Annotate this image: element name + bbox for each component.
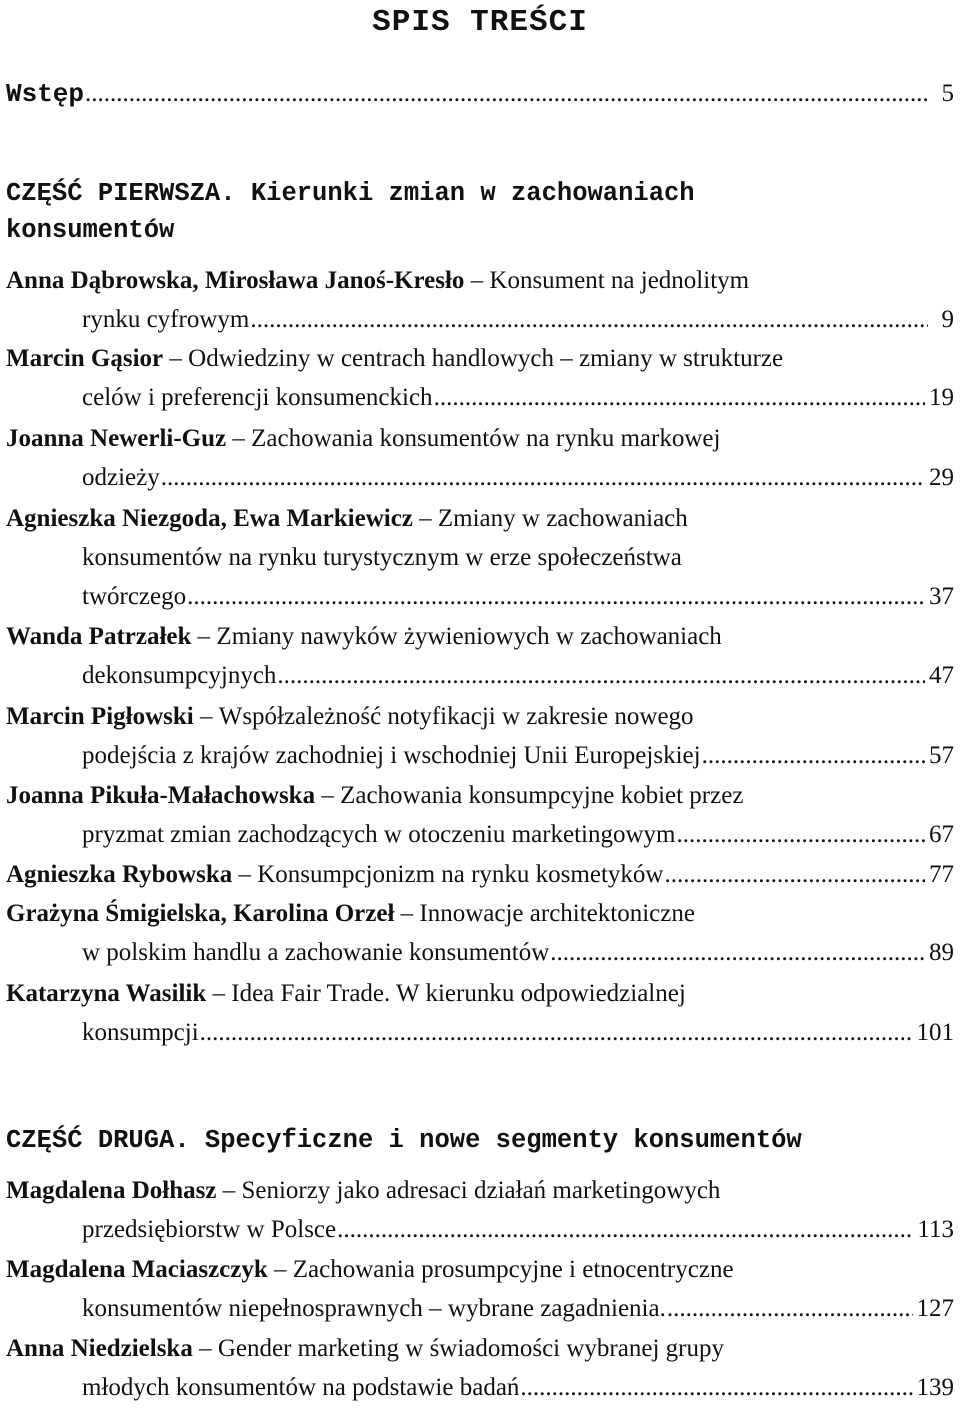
page-number: 9	[941, 306, 954, 333]
toc-entry[interactable]: Agnieszka Niezgoda, Ewa Markiewicz – Zmiany w zachowaniach konsumentów na rynku turystycznym w erze społeczeństwa twórczego ..... 37	[6, 499, 954, 616]
toc-entry[interactable]: Marcin Pigłowski – Współzależność notyfikacji w zakresie nowego podejścia z krajów zachodniej i wschodniej Unii Europejskiej ..... 57	[6, 697, 954, 775]
page-number: 89	[929, 939, 954, 966]
toc-entry[interactable]: Marcin Gąsior – Odwiedziny w centrach handlowych – zmiany w strukturze celów i preferencji konsumenckich ..... 19	[6, 339, 954, 417]
dot-leader	[85, 74, 928, 113]
toc-entry[interactable]: Joanna Pikuła-Małachowska – Zachowania konsumpcyjne kobiet przez pryzmat zmian zachodzących w otoczeniu marketingowym ..... 67	[6, 776, 954, 854]
toc-entry[interactable]: Agnieszka Rybowska – Konsumpcjonizm na rynku kosmetyków ..... 77	[6, 855, 954, 894]
page-number: 139	[916, 1374, 954, 1401]
toc-entry[interactable]: Wanda Patrzałek – Zmiany nawyków żywieniowych w zachowaniach dekonsumpcyjnych ..... 47	[6, 617, 954, 695]
page-number: 57	[929, 742, 954, 769]
toc-entry[interactable]: Grażyna Śmigielska, Karolina Orzeł – Innowacje architektoniczne w polskim handlu a zachowanie konsumentów ..... 89	[6, 894, 954, 972]
part-heading-1: CZĘŚĆ PIERWSZA. Kierunki zmian w zachowaniach konsumentów	[6, 179, 695, 245]
page-number: 5	[941, 80, 954, 107]
page-number: 67	[929, 821, 954, 848]
page-number: 113	[917, 1216, 954, 1243]
page-number: 101	[916, 1019, 954, 1046]
part-heading-2: CZĘŚĆ DRUGA. Specyficzne i nowe segmenty konsumentów	[6, 1126, 802, 1155]
toc-entry[interactable]: Anna Niedzielska – Gender marketing w świadomości wybranej grupy młodych konsumentów na podstawie badań ..... 139	[6, 1329, 954, 1407]
intro-label: Wstęp	[6, 79, 85, 109]
page-number: 77	[929, 861, 954, 888]
toc-entry[interactable]: Joanna Newerli-Guz – Zachowania konsumentów na rynku markowej odzieży ..... 29	[6, 419, 954, 497]
toc-entry[interactable]: Magdalena Dołhasz – Seniorzy jako adresaci działań marketingowych przedsiębiorstw w Polsce ..... 113	[6, 1171, 954, 1249]
page-number: 29	[929, 464, 954, 491]
toc-entry[interactable]: Katarzyna Wasilik – Idea Fair Trade. W kierunku odpowiedzialnej konsumpcji ..... 101	[6, 974, 954, 1052]
page-number: 19	[929, 384, 954, 411]
toc-entry[interactable]: Magdalena Maciaszczyk – Zachowania prosumpcyjne i etnocentryczne konsumentów niepełnosprawnych – wybrane zagadnienia. ..... 127	[6, 1250, 954, 1328]
toc-entry-intro[interactable]	[6, 74, 954, 113]
toc-entry[interactable]: Anna Dąbrowska, Mirosława Janoś-Kresło – Konsument na jednolitym rynku cyfrowym ..... 9	[6, 261, 954, 339]
page-number: 37	[929, 583, 954, 610]
page-title: SPIS TREŚCI	[372, 5, 588, 40]
page-number: 47	[929, 662, 954, 689]
page-number: 127	[916, 1295, 954, 1322]
